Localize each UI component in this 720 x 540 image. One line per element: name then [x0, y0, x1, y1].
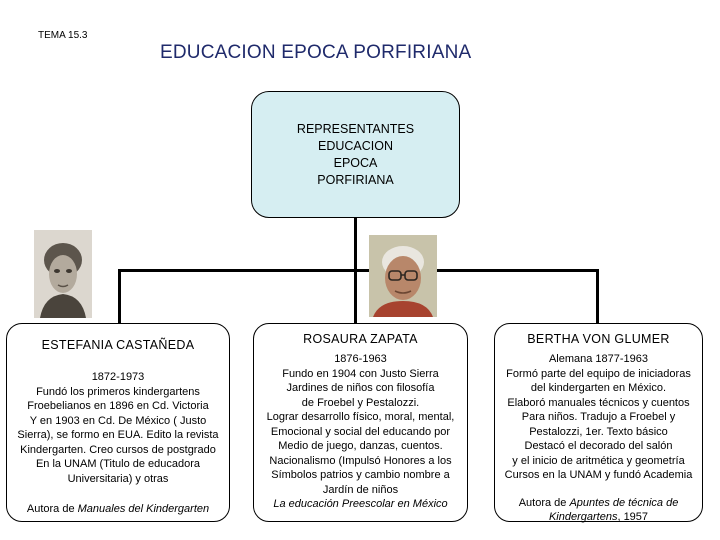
card-estefania-castaneda [6, 323, 230, 522]
card-name: ROSAURA ZAPATA [303, 332, 418, 346]
root-node [251, 91, 460, 218]
card-authorship: Autora de Manuales del Kindergarten [26, 503, 210, 515]
connector-right [596, 269, 599, 324]
card-authorship: La educación Preescolar en México [273, 498, 448, 510]
card-rosaura-zapata [253, 323, 468, 522]
connector-trunk [354, 218, 357, 270]
card-body: 1876-1963 Fundo en 1904 con Justo Sierra Jardines de niños con filosofía de Froebel y Pestalozzi. Lograr desarrollo físico, moral, mental, Emocional y social del educando por Medio de juego, danzas, cuentos. Nacionalismo (Impulsó Honores a los Símbolos patrios y cambio nombre a Jardín de niños [266, 353, 455, 496]
connector-left [118, 269, 121, 324]
card-body: 1872-1973 Fundó los primeros kindergartens Froebelianos en 1896 en Cd. Victoria Y en 1903 en Cd. De México ( Justo Sierra), se formo en EUA. Edito la revista Kindergarten. Creo cursos de postgrado En la UNAM (Titulo de educadora Universitaria) y otras [17, 371, 219, 485]
connector-bar [118, 269, 599, 272]
card-name: ESTEFANIA CASTAÑEDA [41, 338, 195, 352]
page-title: EDUCACION EPOCA PORFIRIANA [160, 42, 472, 63]
card-bertha-von-glumer [494, 323, 703, 522]
card-authorship: Autora de Apuntes de técnica de Kindergartens, 1957 [518, 496, 679, 523]
root-label: REPRESENTANTES EDUCACION EPOCA PORFIRIANA [296, 121, 415, 187]
connector-middle [354, 269, 357, 324]
topic-number: TEMA 15.3 [38, 30, 88, 41]
card-body: Alemana 1877-1963 Formó parte del equipo de iniciadoras del kindergarten en México. Elaboró manuales técnicos y cuentos Para niños. Tradujo a Froebel y Pestalozzi, 1er. Texto básico Destacó el decorado del salón y el inicio de aritmética y geometría Cursos en la UNAM y fundó Academia [504, 353, 693, 481]
card-name: BERTHA VON GLUMER [527, 332, 670, 346]
portrait-rosaura-zapata [369, 235, 437, 317]
portrait-estefania-castaneda [34, 230, 92, 318]
